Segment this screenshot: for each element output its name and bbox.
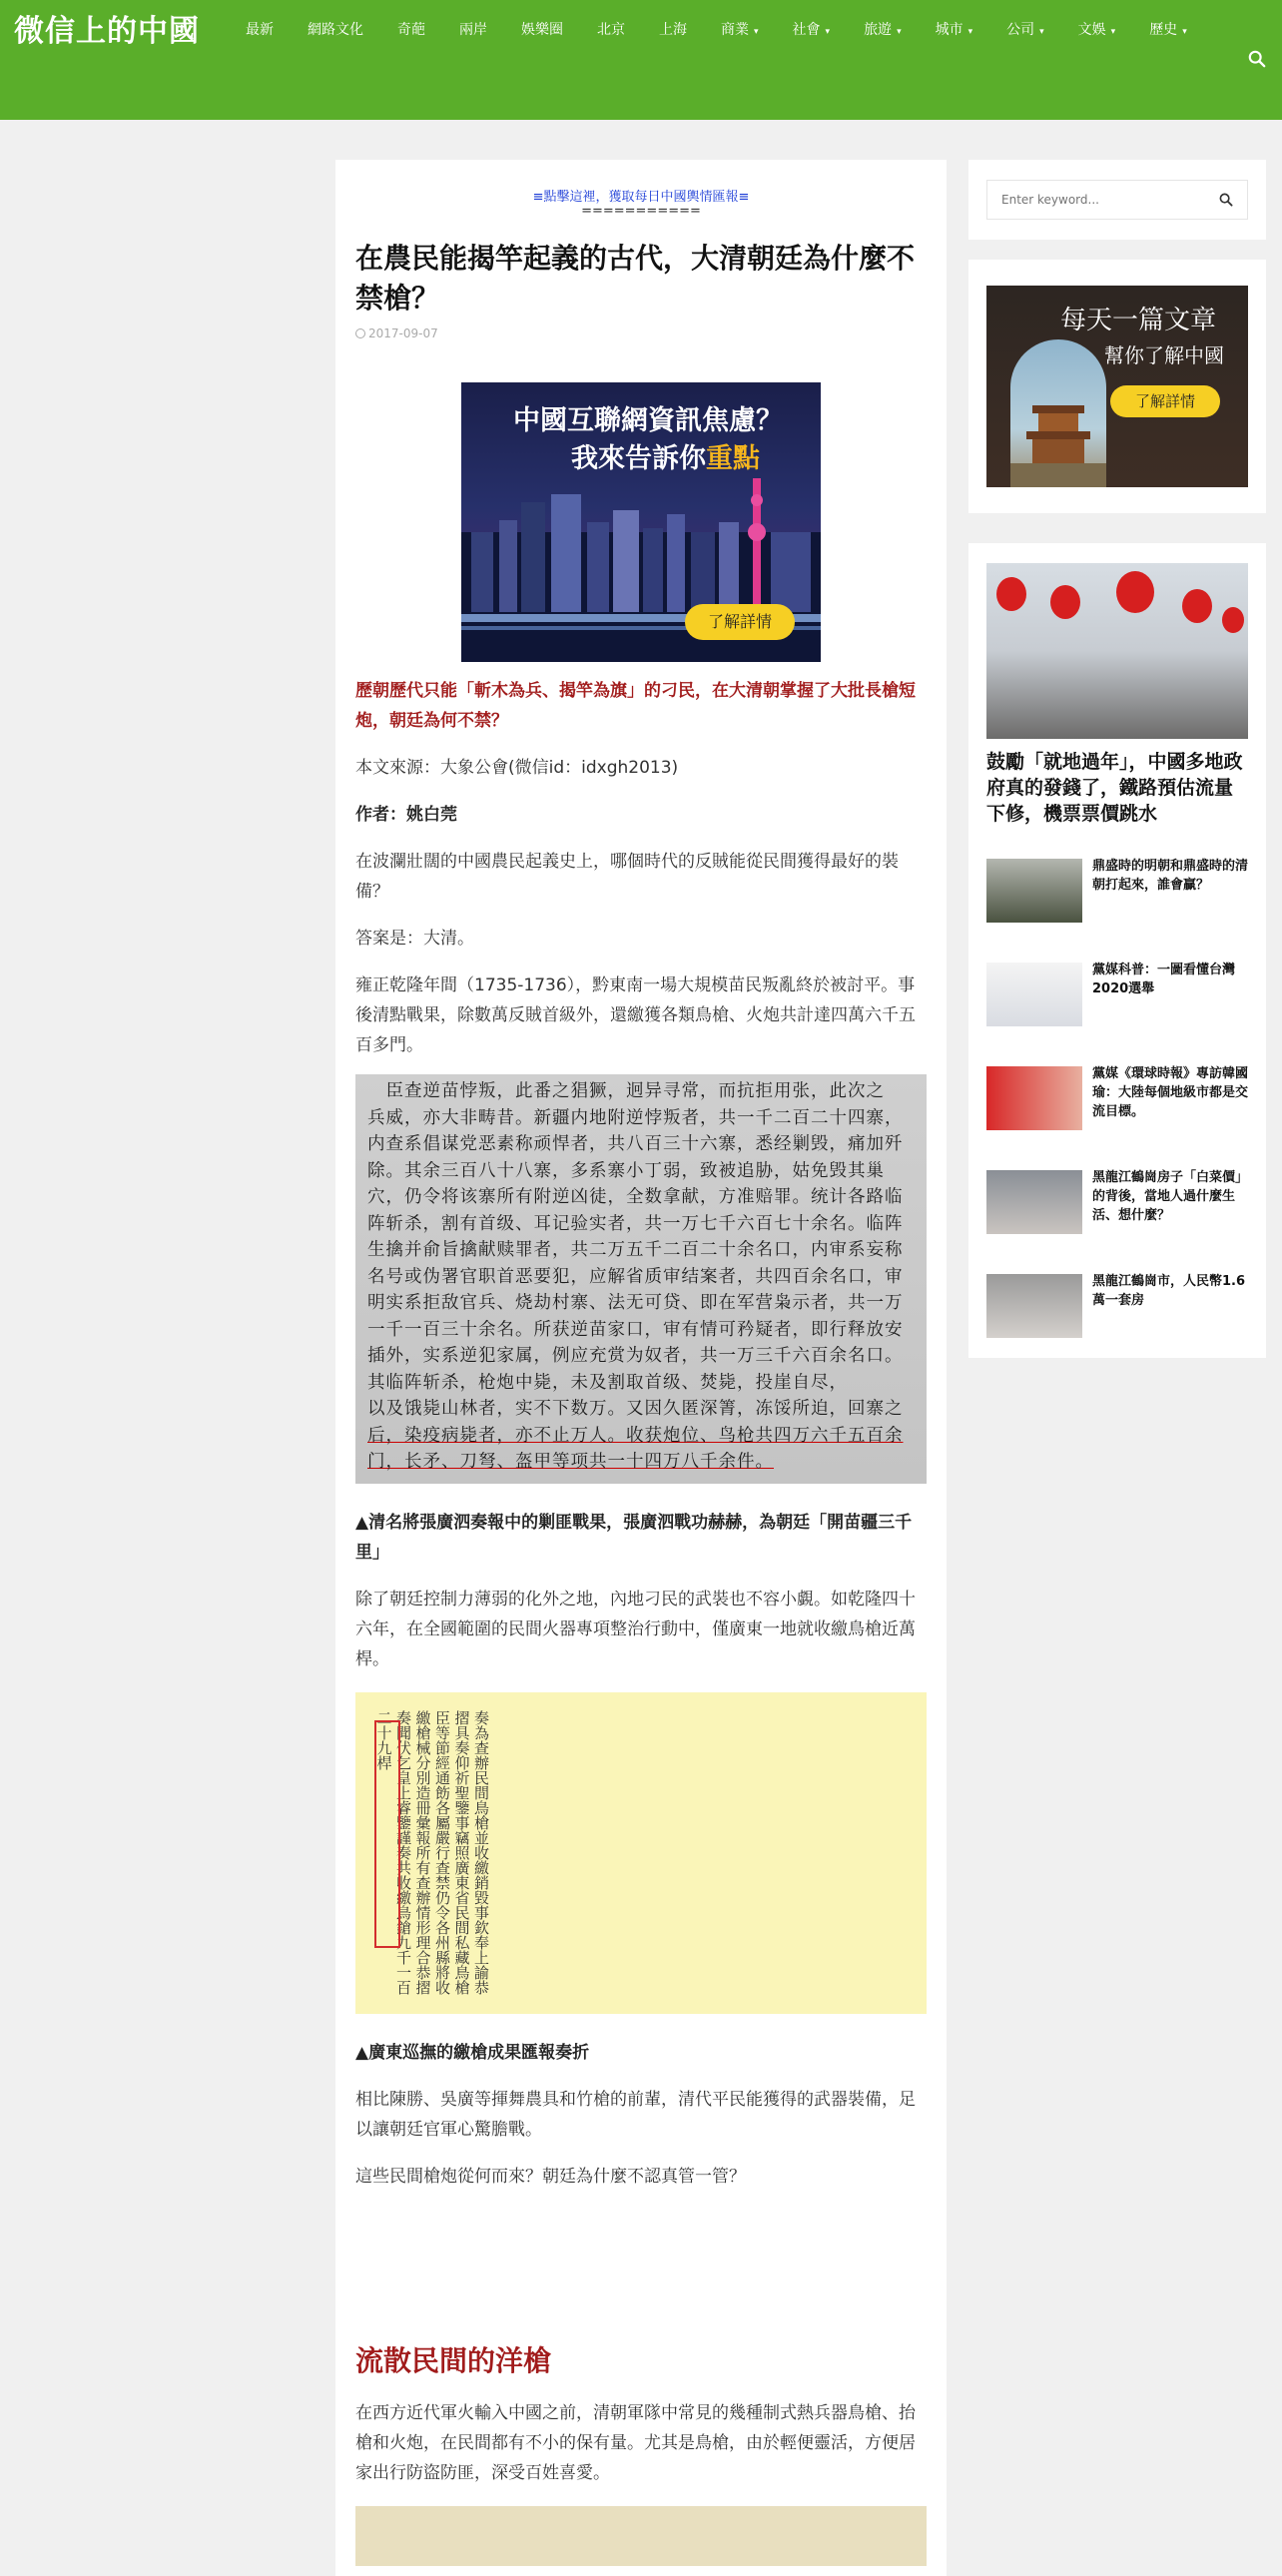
sidebar-search-input[interactable]	[987, 181, 1207, 219]
nav-item-label: 城市	[935, 22, 963, 38]
document-line: 内查系倡谋党恶素称顽悍者，共八百三十六寨，悉经剿毁，痛加歼	[367, 1134, 904, 1154]
site-logo[interactable]: 微信上的中國	[14, 14, 200, 49]
article-image	[355, 2506, 927, 2566]
search-icon[interactable]	[1219, 193, 1233, 207]
document-line: 除。其余三百八十八寨，多系寨小丁弱，致被追胁，姑免毁其巢	[367, 1160, 885, 1181]
featured-post-title[interactable]: 鼓勵「就地過年」，中國多地政府真的發錢了，鐵路預估流量下修，機票票價跳水	[986, 751, 1243, 825]
chevron-down-icon: ▾	[897, 27, 902, 37]
promo-separator: ===========	[581, 204, 701, 219]
sidebar-post-item[interactable]	[986, 1170, 1248, 1236]
article-paragraph: 在西方近代軍火輸入中國之前，清朝軍隊中常見的幾種制式熱兵器鳥槍、抬槍和火炮，在民間都有不小的保有量。尤其是鳥槍，由於輕便靈活，方便居家出行防盜防匪，深受百姓喜愛。	[355, 2403, 916, 2483]
article-source: 本文來源：大象公會(微信id：idxgh2013)	[355, 758, 679, 778]
nav-item[interactable]	[1078, 8, 1116, 52]
image-caption: ▲廣東巡撫的繳槍成果匯報奏折	[355, 2043, 590, 2063]
document-line: 插外，实系逆犯家属，例应充赏为奴者，共一万三千六百余名口。	[367, 1346, 904, 1366]
nav-item[interactable]	[521, 8, 563, 52]
sidebar-ad-banner[interactable]	[986, 286, 1248, 487]
featured-post-image[interactable]	[986, 563, 1248, 739]
nav-item[interactable]	[659, 8, 687, 52]
historical-document-scan	[355, 1074, 927, 1484]
image-caption: ▲清名將張廣泗奏報中的剿匪戰果，張廣泗戰功赫赫，為朝廷「開苗疆三千里」	[355, 1513, 913, 1563]
nav-item-label: 娛樂圈	[521, 22, 563, 38]
post-title[interactable]: 黨媒科普：一圖看懂台灣2020選舉	[1092, 963, 1236, 996]
article-paragraph: 在波瀾壯闊的中國農民起義史上，哪個時代的反賊能從民間獲得最好的裝備？	[355, 852, 899, 902]
sidebar-posts-widget	[968, 543, 1266, 1358]
lantern-decoration	[1116, 571, 1154, 613]
ad-subheadline	[571, 436, 760, 475]
clock-icon	[355, 328, 365, 338]
sidebar-ad-widget	[968, 260, 1266, 513]
nav-item-label: 歷史	[1149, 22, 1178, 38]
post-thumbnail[interactable]	[986, 963, 1082, 1026]
article-paragraph: 這些民間槍炮從何而來？朝廷為什麼不認真管一管？	[355, 2167, 746, 2187]
nav-item[interactable]	[459, 8, 487, 52]
ad-subheadline-text: 我來告訴你	[571, 443, 706, 474]
nav-item-label: 網路文化	[308, 22, 363, 38]
sidebar-ad-subheadline: 幫你了解中國	[1104, 343, 1224, 367]
ad-highlight: 重點	[706, 443, 760, 474]
article-title: 在農民能揭竿起義的古代，大清朝廷為什麼不禁槍？	[355, 242, 916, 315]
lantern-decoration	[1222, 607, 1244, 633]
nav-item[interactable]	[1006, 8, 1044, 52]
post-title[interactable]: 鼎盛時的明朝和鼎盛時的清朝打起來，誰會贏？	[1092, 859, 1249, 893]
ad-placeholder	[335, 2192, 947, 2341]
section-heading: 流散民間的洋槍	[355, 2344, 552, 2377]
nav-item[interactable]	[246, 8, 274, 52]
sidebar-search-widget	[968, 160, 1266, 240]
nav-item-label: 奇葩	[397, 22, 425, 38]
promo-link[interactable]: ≡點擊這裡，獲取每日中國輿情匯報≡	[532, 190, 750, 205]
sidebar-post-item[interactable]	[986, 963, 1248, 1028]
post-title[interactable]: 黨媒《環球時報》專訪韓國瑜：大陸每個地級市都是交流目標。	[1092, 1066, 1249, 1119]
chevron-down-icon: ▾	[825, 27, 831, 37]
post-thumbnail[interactable]	[986, 859, 1082, 923]
chevron-down-icon: ▾	[967, 27, 973, 37]
nav-item[interactable]	[597, 8, 625, 52]
post-thumbnail[interactable]	[986, 1066, 1082, 1130]
memorial-document-text: 奏為查辦民間鳥槍並收繳銷毀事欽奉上諭恭摺具奏仰祈聖鑒事竊照廣東省民間私藏鳥槍臣等節經通飭各屬嚴行查禁仍令各州縣將收繳槍械分別造冊彙報所有查辦情形理合恭摺奏聞伏乞皇上睿鑒謹奏共收繳鳥鎗九千一百二十九桿	[374, 1710, 490, 1995]
chevron-down-icon: ▾	[1110, 27, 1116, 37]
nav-item[interactable]	[793, 8, 831, 52]
pagoda-icon	[1010, 339, 1106, 487]
ad-learn-more-button[interactable]: 了解詳情	[685, 604, 795, 640]
nav-item[interactable]	[397, 8, 425, 52]
document-line: 门，长矛、刀弩、盔甲等项共一十四万八千余件。	[367, 1452, 774, 1472]
document-line: 一千一百三十余名。所获逆苗家口，审有情可矜疑者，即行释放安	[367, 1319, 904, 1340]
article-paragraph: 除了朝廷控制力薄弱的化外之地，內地刁民的武裝也不容小覷。如乾隆四十六年，在全國範圍的民間火器專項整治行動中，僅廣東一地就收繳鳥槍近萬桿。	[355, 1590, 916, 1669]
nav-item-label: 公司	[1006, 22, 1035, 38]
main-nav	[246, 8, 1234, 52]
article-paragraph: 雍正乾隆年間（1735-1736），黔東南一場大規模苗民叛亂終於被討平。事後清點戰果，除數萬反賊首級外，還繳獲各類鳥槍、火炮共計達四萬六千五百多門。	[355, 975, 916, 1055]
search-icon[interactable]	[1248, 50, 1266, 68]
article-paragraph: 答案是：大清。	[355, 929, 474, 949]
ad-headline: 中國互聯網資訊焦慮？	[513, 405, 783, 436]
nav-item-label: 文娛	[1077, 22, 1106, 38]
article-date	[355, 326, 927, 340]
lantern-decoration	[1050, 585, 1080, 619]
memorial-document-image	[355, 1692, 927, 2014]
sidebar-search-box	[986, 180, 1248, 220]
sidebar-post-item[interactable]	[986, 1274, 1248, 1340]
nav-item-label: 上海	[659, 22, 687, 38]
article-author: 作者：姚白莞	[355, 805, 457, 825]
document-line: 明实系拒敌官兵、烧劫村寨、法无可贷、即在军营枭示者，共一万	[367, 1293, 904, 1313]
archway-image	[1010, 339, 1106, 487]
nav-item[interactable]	[936, 8, 973, 52]
nav-item[interactable]	[721, 8, 759, 52]
post-thumbnail[interactable]	[986, 1274, 1082, 1338]
top-navbar	[0, 0, 1282, 120]
chevron-down-icon: ▾	[1182, 27, 1187, 37]
chevron-down-icon: ▾	[1039, 27, 1044, 37]
article-card	[335, 160, 947, 2576]
sidebar-ad-headline: 每天一篇文章	[1060, 306, 1217, 335]
document-line: 穴，仍令将该寨所有附逆凶徒，全数拿献，方准赔罪。统计各路临	[367, 1187, 904, 1207]
highlight-box	[374, 1720, 400, 1948]
nav-item-label: 北京	[597, 22, 625, 38]
article-paragraph: 相比陳勝、吳廣等揮舞農具和竹槍的前輩，清代平民能獲得的武器裝備，足以讓朝廷官軍心驚膽戰。	[355, 2090, 916, 2140]
post-title[interactable]: 黑龍江鶴崗市，人民幣1.6萬一套房	[1092, 1274, 1246, 1308]
post-thumbnail[interactable]	[986, 1170, 1082, 1234]
nav-item-label: 旅遊	[864, 22, 893, 38]
chevron-down-icon: ▾	[754, 27, 759, 37]
article-banner-ad[interactable]	[461, 382, 821, 662]
nav-item-label: 兩岸	[459, 22, 487, 38]
document-line: 阵斩杀，割有首级、耳记验实者，共一万七千六百七十余名。临阵	[367, 1213, 904, 1234]
document-line: 名号或伪署官职首恶要犯，应解省质审结案者，共四百余名口，审	[367, 1266, 904, 1287]
document-line: 兵威，亦大非畴昔。新疆内地附逆悖叛者，共一千二百二十四寨，	[367, 1107, 904, 1128]
document-line: 后，染疫病毙者，亦不止万人。收获炮位、鸟枪共四万六千五百余	[367, 1425, 904, 1446]
nav-item[interactable]	[1149, 8, 1187, 52]
nav-item-label: 最新	[246, 22, 274, 38]
lantern-decoration	[996, 577, 1026, 611]
sidebar-post-item[interactable]	[986, 1066, 1248, 1132]
document-line: 以及饿毙山林者，实不下数万。又因久匿深箐，冻馁所迫，回寨之	[367, 1399, 904, 1419]
document-line: 生擒并俞旨擒献赎罪者，共二万五千二百二十余名口，内审系妄称	[367, 1240, 904, 1260]
article-date-text: 2017-09-07	[368, 326, 438, 340]
document-line: 其临阵斩杀，枪炮中毙，未及割取首级、焚毙，投崖自尽，	[367, 1372, 848, 1393]
nav-item-label: 社會	[792, 22, 821, 38]
lantern-decoration	[1182, 589, 1212, 623]
document-line: 臣查逆苗悖叛，此番之猖獗，迥异寻常，而抗拒用张，此次之	[367, 1081, 885, 1101]
article-lead: 歷朝歷代只能「斬木為兵、揭竿為旗」的刁民，在大清朝掌握了大批長槍短炮，朝廷為何不禁？	[355, 681, 916, 731]
sidebar-ad-learn-more-button[interactable]: 了解詳情	[1110, 385, 1220, 417]
nav-item-label: 商業	[721, 22, 749, 38]
post-title[interactable]: 黑龍江鶴崗房子「白菜價」的背後，當地人過什麼生活、想什麼？	[1092, 1170, 1249, 1223]
nav-item[interactable]	[308, 8, 363, 52]
nav-item[interactable]	[864, 8, 902, 52]
sidebar-post-item[interactable]	[986, 859, 1248, 925]
